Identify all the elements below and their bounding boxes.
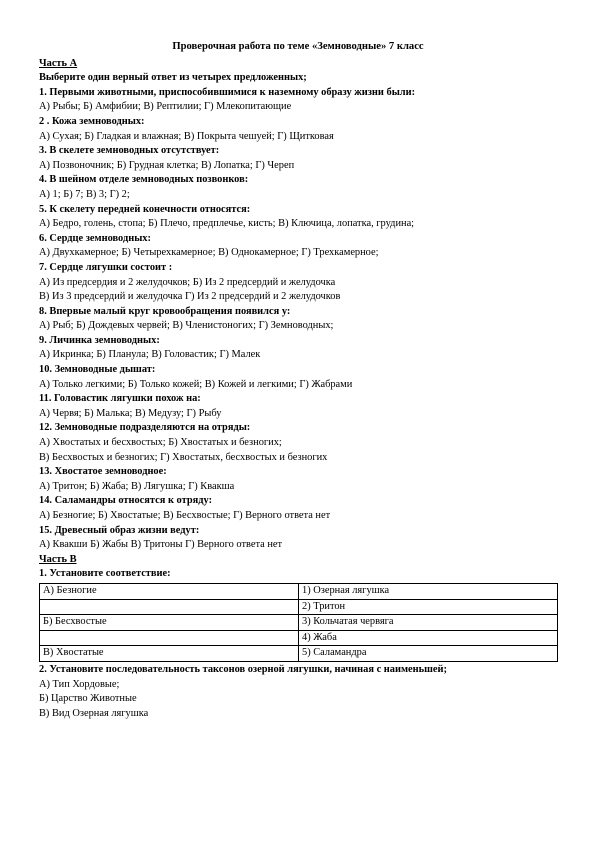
table-row	[40, 599, 558, 615]
task2-heading: 2. Установите последовательность таксонов озерной лягушки, начиная с наименьшей;	[39, 663, 447, 675]
table-cell-group: А) Безногие	[40, 583, 299, 599]
part-b-heading: Часть В	[39, 553, 77, 565]
question-text: 2 . Кожа земноводных:	[39, 115, 145, 127]
question-text: 14. Саламандры относятся к отряду:	[39, 495, 213, 507]
table-cell-animal: 5) Саламандра	[299, 646, 558, 662]
answer-options: А) Двухкамерное; Б) Четырехкамерное; В) Однокамерное; Г) Трехкамерное;	[39, 247, 379, 259]
answer-options: А) Сухая; Б) Гладкая и влажная; В) Покрыта чешуей; Г) Щитковая	[39, 130, 334, 142]
question-text: 7. Сердце лягушки состоит :	[39, 261, 173, 273]
answer-options: А) Из предсердия и 2 желудочков; Б) Из 2 предсердий и желудочка	[39, 276, 336, 288]
question-text: 15. Древесный образ жизни ведут:	[39, 524, 200, 536]
answer-options: А) Икринка; Б) Планула; В) Головастик; Г) Малек	[39, 349, 261, 361]
document-page	[39, 40, 557, 721]
table-row	[40, 615, 558, 631]
page-title: Проверочная работа по теме «Земноводные» 7 класс	[172, 41, 424, 52]
sequence-options	[39, 678, 557, 722]
table-cell-group	[40, 630, 299, 646]
answer-options: А) Квакши Б) Жабы В) Тритоны Г) Верного ответа нет	[39, 539, 283, 551]
table-cell-group: В) Хвостатые	[40, 646, 299, 662]
part-a-instruction: Выберите один верный ответ из четырех предложенных;	[39, 72, 307, 84]
answer-options: А) Только легкими; Б) Только кожей; В) Кожей и легкими; Г) Жабрами	[39, 378, 353, 390]
answer-options: А) Безногие; Б) Хвостатые; В) Бесхвостые; Г) Верного ответа нет	[39, 510, 331, 521]
question-text: 10. Земноводные дышат:	[39, 364, 156, 376]
questions-list	[39, 86, 557, 553]
table-cell-animal: 1) Озерная лягушка	[299, 583, 558, 599]
answer-options: А) 1; Б) 7; В) 3; Г) 2;	[39, 188, 130, 200]
list-item: А) Тип Хордовые;	[39, 678, 120, 690]
answer-options: А) Позвоночник; Б) Грудная клетка; В) Лопатка; Г) Череп	[39, 159, 295, 171]
table-cell-animal: 4) Жаба	[299, 630, 558, 646]
table-row	[40, 646, 558, 662]
question-text: 8. Впервые малый круг кровообращения появился у:	[39, 305, 291, 317]
question-text: 12. Земноводные подразделяются на отряды:	[39, 422, 251, 434]
question-text: 13. Хвостатое земноводное:	[39, 466, 167, 478]
part-a-heading: Часть А	[39, 57, 78, 69]
question-text: 3. В скелете земноводных отсутствует:	[39, 145, 220, 157]
question-text: 11. Головастик лягушки похож на:	[39, 393, 201, 405]
question-text: 9. Личинка земноводных:	[39, 334, 160, 346]
question-text: 4. В шейном отделе земноводных позвонков:	[39, 174, 249, 186]
task1-heading: 1. Установите соответствие:	[39, 568, 171, 580]
table-cell-group	[40, 599, 299, 615]
table-cell-animal: 2) Тритон	[299, 599, 558, 615]
answer-options: В) Из 3 предсердий и желудочка Г) Из 2 предсердий и 2 желудочков	[39, 291, 341, 303]
answer-options: А) Рыбы; Б) Амфибии; В) Рептилии; Г) Млекопитающие	[39, 101, 292, 113]
answer-options: А) Хвостатых и бесхвостых; Б) Хвостатых и безногих;	[39, 437, 282, 449]
list-item: Б) Царство Животные	[39, 693, 137, 705]
answer-options: А) Бедро, голень, стопа; Б) Плечо, предплечье, кисть; В) Ключица, лопатка, грудина;	[39, 218, 415, 230]
table-row	[40, 630, 558, 646]
table-cell-group: Б) Бесхвостые	[40, 615, 299, 631]
table-cell-animal: 3) Кольчатая червяга	[299, 615, 558, 631]
table-row	[40, 583, 558, 599]
answer-options: В) Бесхвостых и безногих; Г) Хвостатых, бесхвостых и безногих	[39, 451, 328, 463]
answer-options: А) Червя; Б) Малька; В) Медузу; Г) Рыбу	[39, 407, 222, 419]
question-text: 6. Сердце земноводных:	[39, 232, 151, 244]
question-text: 5. К скелету передней конечности относятся:	[39, 203, 251, 215]
question-text: 1. Первыми животными, приспособившимися к наземному образу жизни были:	[39, 86, 416, 98]
answer-options: А) Тритон; Б) Жаба; В) Лягушка; Г) Квакша	[39, 480, 235, 492]
matching-table	[39, 583, 558, 662]
answer-options: А) Рыб; Б) Дождевых червей; В) Членистоногих; Г) Земноводных;	[39, 320, 334, 332]
list-item: В) Вид Озерная лягушка	[39, 707, 149, 719]
